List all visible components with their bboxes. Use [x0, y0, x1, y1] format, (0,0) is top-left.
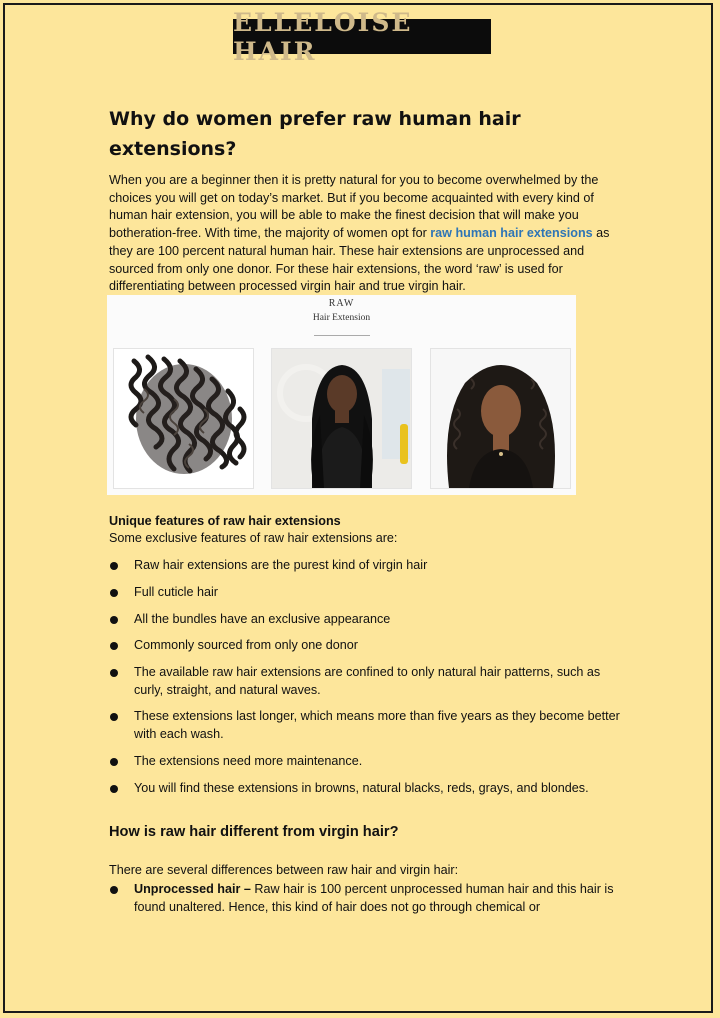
list-item: [109, 584, 629, 602]
feature-text: Raw hair extensions are the purest kind of virgin hair: [134, 558, 428, 572]
bullet-icon: [110, 616, 118, 624]
product-photo-strip: [107, 295, 576, 495]
bullet-icon: [110, 642, 118, 650]
bullet-icon: [110, 562, 118, 570]
feature-text: These extensions last longer, which means more than five years as they become better with each wash.: [134, 709, 620, 741]
list-item: [109, 557, 629, 575]
feature-text: Commonly sourced from only one donor: [134, 638, 358, 653]
intro-text-after-link: as they are 100 percent natural human hair. These hair extensions are unprocessed and sourced from only one donor. For these hair extensions, the word ‘raw’ is used for differentiating between processed virgin hair and true virgin hair.: [109, 226, 610, 294]
photo-strip-heading: [107, 295, 576, 343]
bullet-icon: [110, 669, 118, 677]
list-item: [109, 637, 629, 655]
feature-text: You will find these extensions in browns, natural blacks, reds, grays, and blondes.: [134, 780, 589, 795]
bullet-icon: [110, 785, 118, 793]
intro-paragraph: [109, 172, 619, 296]
bullet-icon: [110, 886, 118, 894]
feature-text: The available raw hair extensions are confined to only natural hair patterns, such as curly, straight, and natural waves.: [134, 665, 601, 697]
features-title: Unique features of raw hair extensions: [109, 514, 341, 528]
features-subtitle: Some exclusive features of raw hair extensions are:: [109, 531, 398, 545]
brand-logo-text: ELLELOISE HAIR: [233, 7, 413, 66]
differences-item-unprocessed: [109, 881, 619, 916]
photo-strip-heading-line1: RAW: [328, 298, 355, 309]
differences-title: How is raw hair different from virgin hair?: [109, 824, 399, 840]
differences-item-text: Raw hair is 100 percent unprocessed human hair and this hair is found unaltered. Hence, this kind of hair does not go through chemical or: [134, 882, 614, 914]
list-item: [109, 611, 629, 629]
list-item: [109, 708, 629, 743]
feature-text: The extensions need more maintenance.: [134, 753, 363, 768]
bullet-icon: [110, 758, 118, 766]
differences-item-label: Unprocessed hair –: [134, 882, 251, 896]
list-item: [109, 664, 629, 699]
feature-text: Full cuticle hair: [134, 584, 218, 599]
intro-text-before-link: When you are a beginner then it is pretty natural for you to become overwhelmed by the choices you will get on today’s market. But if you become acquainted with every kind of human hair extension, you will be able to make the finest decision that will make you botheration-free. With time, the majority of women opt for: [109, 173, 599, 241]
model-curly-hair-photo: [430, 348, 571, 489]
curly-hair-bundle-photo: [113, 348, 254, 489]
feature-text: All the bundles have an exclusive appearance: [134, 611, 391, 626]
list-item: [109, 753, 629, 771]
model-straight-hair-photo: [271, 348, 412, 489]
differences-intro: There are several differences between raw hair and virgin hair:: [109, 863, 459, 877]
page-title: Why do women prefer raw human hair extensions?: [109, 108, 521, 160]
intro-section: [109, 104, 619, 296]
photo-strip-heading-line2: Hair Extension: [312, 313, 371, 323]
photo-strip-divider: [314, 335, 370, 336]
features-list: [109, 557, 629, 806]
bullet-icon: [110, 713, 118, 721]
bullet-icon: [110, 589, 118, 597]
raw-hair-extensions-link[interactable]: raw human hair extensions: [430, 226, 593, 241]
list-item: [109, 780, 629, 798]
brand-logo: [233, 7, 491, 66]
